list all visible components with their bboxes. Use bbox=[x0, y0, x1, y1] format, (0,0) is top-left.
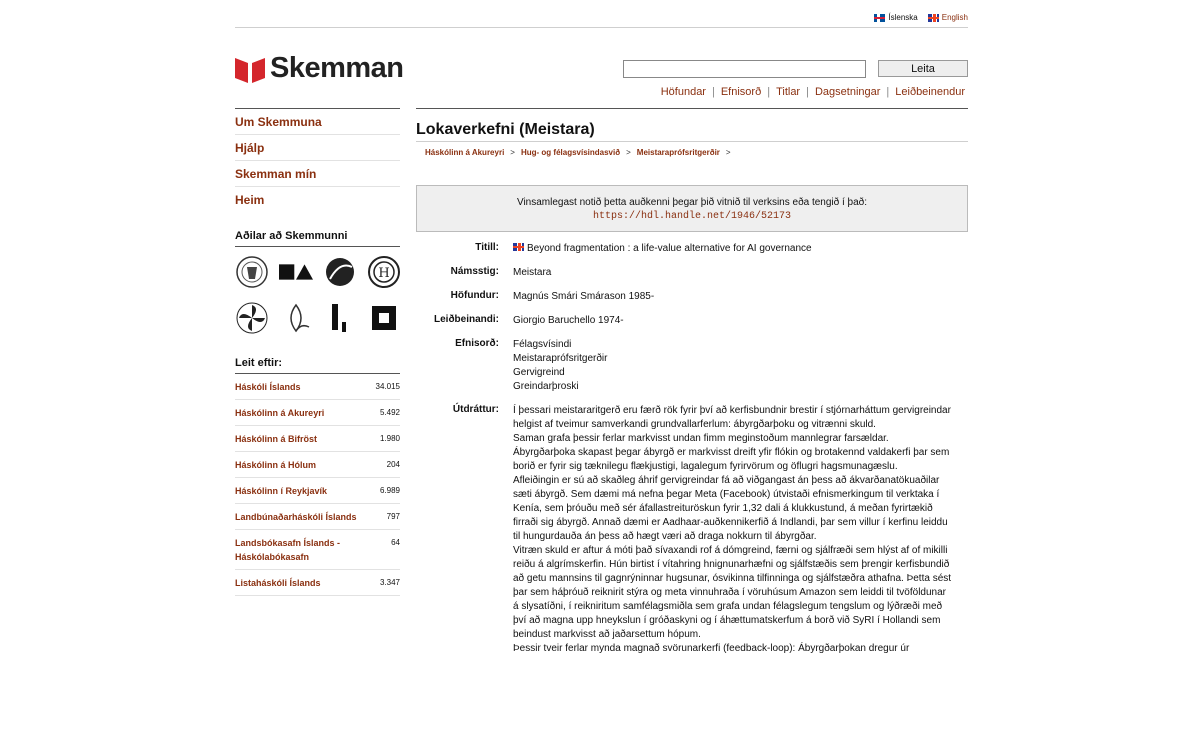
metadata-table bbox=[416, 242, 968, 656]
nav-help[interactable]: Hjálp bbox=[235, 135, 400, 161]
list-item bbox=[235, 530, 400, 570]
advisor-value: Giorgio Baruchello 1974- bbox=[513, 315, 624, 326]
breadcrumb-division[interactable]: Hug- og félagsvísindasvið bbox=[520, 148, 621, 157]
leaf-logo-icon[interactable] bbox=[279, 301, 313, 335]
institution-link[interactable]: Landsbókasafn Íslands - Háskólabókasafn bbox=[235, 538, 341, 562]
list-item bbox=[235, 452, 400, 478]
list-item bbox=[235, 374, 400, 400]
lang-english-label: English bbox=[941, 13, 968, 22]
fan-logo-icon[interactable] bbox=[235, 301, 269, 335]
logo-text: Skemman bbox=[270, 52, 404, 84]
book-logo-icon bbox=[235, 55, 265, 83]
page-title: Lokaverkefni (Meistara) bbox=[416, 109, 968, 142]
top-divider bbox=[235, 27, 968, 28]
breadcrumb: Háskólinn á Akureyri > Hug- og félagsvísindasvið > Meistaraprófsritgerðir > bbox=[425, 148, 731, 157]
author-value: Magnús Smári Smárason 1985- bbox=[513, 291, 655, 302]
subject-item: Greindarþroski bbox=[513, 381, 579, 392]
bar-logo-icon[interactable] bbox=[323, 301, 357, 335]
nav-my-skemman[interactable]: Skemman mín bbox=[235, 161, 400, 187]
abstract-paragraph: Saman grafa þessir ferlar markvisst undan fimm meginstoðum mannlegrar farsældar. bbox=[513, 433, 889, 444]
svg-text:H: H bbox=[378, 266, 390, 281]
advisor-row bbox=[416, 314, 968, 328]
abstract-paragraph: Ábyrgðarþoka skapast þegar ábyrgð er markvisst dreift yfir flókin og brotakennd valdakerfi þar sem borið er fyrir sig tæknilegu flækjustigi, lagalegum fyrirvörum og öflugri hagsmunagæslu. bbox=[513, 447, 950, 472]
skemman-logo[interactable] bbox=[235, 52, 404, 85]
field-label: Titill: bbox=[475, 242, 499, 253]
institution-link[interactable]: Landbúnaðarháskóli Íslands bbox=[235, 512, 357, 522]
breadcrumb-university[interactable]: Háskólinn á Akureyri bbox=[425, 148, 505, 157]
uk-flag-icon bbox=[928, 14, 939, 22]
handle-link[interactable]: https://hdl.handle.net/1946/52173 bbox=[592, 211, 792, 222]
main-content bbox=[416, 108, 968, 656]
field-label: Námsstig: bbox=[450, 266, 499, 277]
breadcrumb-collection[interactable]: Meistaraprófsritgerðir bbox=[636, 148, 720, 157]
institution-count: 34.015 bbox=[375, 382, 400, 391]
level-value: Meistara bbox=[513, 267, 552, 278]
subjects-row bbox=[416, 338, 968, 394]
institution-count: 5.492 bbox=[379, 408, 400, 417]
abstract-paragraph: Þessir tveir ferlar mynda magnað svörunarkerfi (feedback-loop): Ábyrgðarþokan dregur úr bbox=[513, 643, 910, 654]
list-item bbox=[235, 478, 400, 504]
browse-dates[interactable]: Dagsetningar bbox=[814, 86, 881, 98]
lang-english[interactable] bbox=[928, 13, 968, 22]
abstract-paragraph: Í þessari meistararitgerð eru færð rök fyrir því að kerfisbundnir brestir í stjórnarháttum gervigreindar helgist af tveimur samverkandi grundvallarferlum: ábyrgðarþoku og vitrænni skuld. bbox=[513, 405, 951, 430]
institution-link[interactable]: Háskólinn á Bifröst bbox=[235, 434, 318, 444]
institution-count: 797 bbox=[386, 512, 400, 521]
field-label: Höfundur: bbox=[450, 290, 499, 301]
sidebar bbox=[235, 108, 400, 596]
institution-count: 3.347 bbox=[379, 578, 400, 587]
field-label: Leiðbeinandi: bbox=[434, 314, 499, 325]
square-logo-icon[interactable] bbox=[367, 301, 401, 335]
institution-count: 204 bbox=[386, 460, 400, 469]
browse-titles[interactable]: Titlar bbox=[776, 86, 801, 98]
institution-link[interactable]: Listaháskóli Íslands bbox=[235, 578, 321, 588]
handle-notice-text: Vinsamlegast notið þetta auðkenni þegar þið vitnið til verksins eða tengið í það: bbox=[516, 197, 868, 208]
list-item bbox=[235, 400, 400, 426]
browse-advisors[interactable]: Leiðbeinendur bbox=[895, 86, 965, 98]
institution-count: 6.989 bbox=[379, 486, 400, 495]
subject-item: Gervigreind bbox=[513, 367, 565, 378]
title-row bbox=[416, 242, 968, 256]
abstract-paragraph: Vitræn skuld er aftur á móti það sívaxandi rof á dómgreind, færni og sjálfræði sem hlýst af of mikilli reiðu á algrímskerfin. Hún birtist í vítahring hnignunarhæfni og sjálfstæðis sem þrengir kerfisbundið að getu mannsins til gagnrýninnar hugsunar, ósvikinna tilfinninga og sjálfstæðra athafna. Þetta sést þar sem háþróuð reiknirit stýra og meta vinnuhraða í vöruhúsum Amazon sem leiddi til tvöföldunar á slysatíðni, í reikniritum samfélagsmiðla sem grafa undan félagslegum tengslum og lýðræði með því að magna upp hneykslun í gróðaskyni og í áhættumatskerfum á borð við SyRI í Hollandi sem beindust markvisst að jaðarsettum hópum. bbox=[513, 545, 952, 640]
circle-logo-icon[interactable] bbox=[323, 255, 357, 289]
nav-about[interactable]: Um Skemmuna bbox=[235, 109, 400, 135]
subject-item: Félagsvísindi bbox=[513, 339, 572, 350]
institution-link[interactable]: Háskólinn á Hólum bbox=[235, 460, 317, 470]
field-label: Útdráttur: bbox=[452, 404, 499, 415]
institution-link[interactable]: Háskólinn á Akureyri bbox=[235, 408, 325, 418]
holar-seal-icon[interactable] bbox=[367, 255, 401, 289]
browse-subjects[interactable]: Efnisorð bbox=[720, 86, 762, 98]
browse-authors[interactable]: Höfundar bbox=[660, 86, 706, 98]
shapes-logo-icon[interactable] bbox=[279, 255, 313, 289]
search-input[interactable] bbox=[623, 60, 866, 78]
institution-link[interactable]: Háskóli Íslands bbox=[235, 382, 301, 392]
iceland-flag-icon bbox=[874, 14, 885, 22]
lang-icelandic-label: Íslenska bbox=[888, 13, 918, 22]
lang-icelandic[interactable] bbox=[874, 13, 917, 22]
abstract-paragraph: Afleiðingin er sú að skaðleg áhrif gervigreindar fá að viðgangast án þess að ákvarðanatökuaðilar sæti ábyrgð. Sem dæmi má nefna þegar Meta (Facebook) útvistaði efnismerkingum til verktaka í Kenía, sem þróuðu með sér áfallastreituröskun fyrir 1,32 dali á klukkustund, á meðan fyrirtækið firraði sig ábyrgð. Annað dæmi er Aadhaar-auðkennikerfið á Indlandi, þar sem villur í kerfinu leiddu til hungurdauða án þess að hægt væri að draga nokkurn til ábyrgðar. bbox=[513, 475, 948, 542]
abstract-text bbox=[513, 404, 953, 656]
level-row bbox=[416, 266, 968, 280]
browse-by-heading: Leit eftir: bbox=[235, 357, 400, 374]
institution-link[interactable]: Háskólinn í Reykjavík bbox=[235, 486, 328, 496]
list-item bbox=[235, 426, 400, 452]
search-button[interactable]: Leita bbox=[878, 60, 968, 77]
abstract-row bbox=[416, 404, 968, 656]
uk-flag-icon bbox=[513, 243, 524, 251]
handle-notice-box bbox=[416, 185, 968, 232]
institution-list bbox=[235, 374, 400, 596]
partners-heading: Aðilar að Skemmunni bbox=[235, 230, 400, 247]
search-bar bbox=[623, 60, 968, 78]
list-item bbox=[235, 504, 400, 530]
institution-count: 1.980 bbox=[379, 434, 400, 443]
haskoli-islands-seal-icon[interactable] bbox=[235, 255, 269, 289]
nav-home[interactable]: Heim bbox=[235, 193, 265, 207]
thesis-title: Beyond fragmentation : a life-value alternative for AI governance bbox=[527, 243, 812, 254]
author-row bbox=[416, 290, 968, 304]
subject-item: Meistaraprófsritgerðir bbox=[513, 353, 608, 364]
language-switcher bbox=[874, 13, 968, 22]
list-item bbox=[235, 570, 400, 596]
partner-logos bbox=[235, 255, 400, 335]
institution-count: 64 bbox=[391, 538, 400, 547]
browse-links: Höfundar | Efnisorð | Titlar | Dagsetningar | Leiðbeinendur bbox=[660, 86, 965, 98]
field-label: Efnisorð: bbox=[455, 338, 499, 349]
